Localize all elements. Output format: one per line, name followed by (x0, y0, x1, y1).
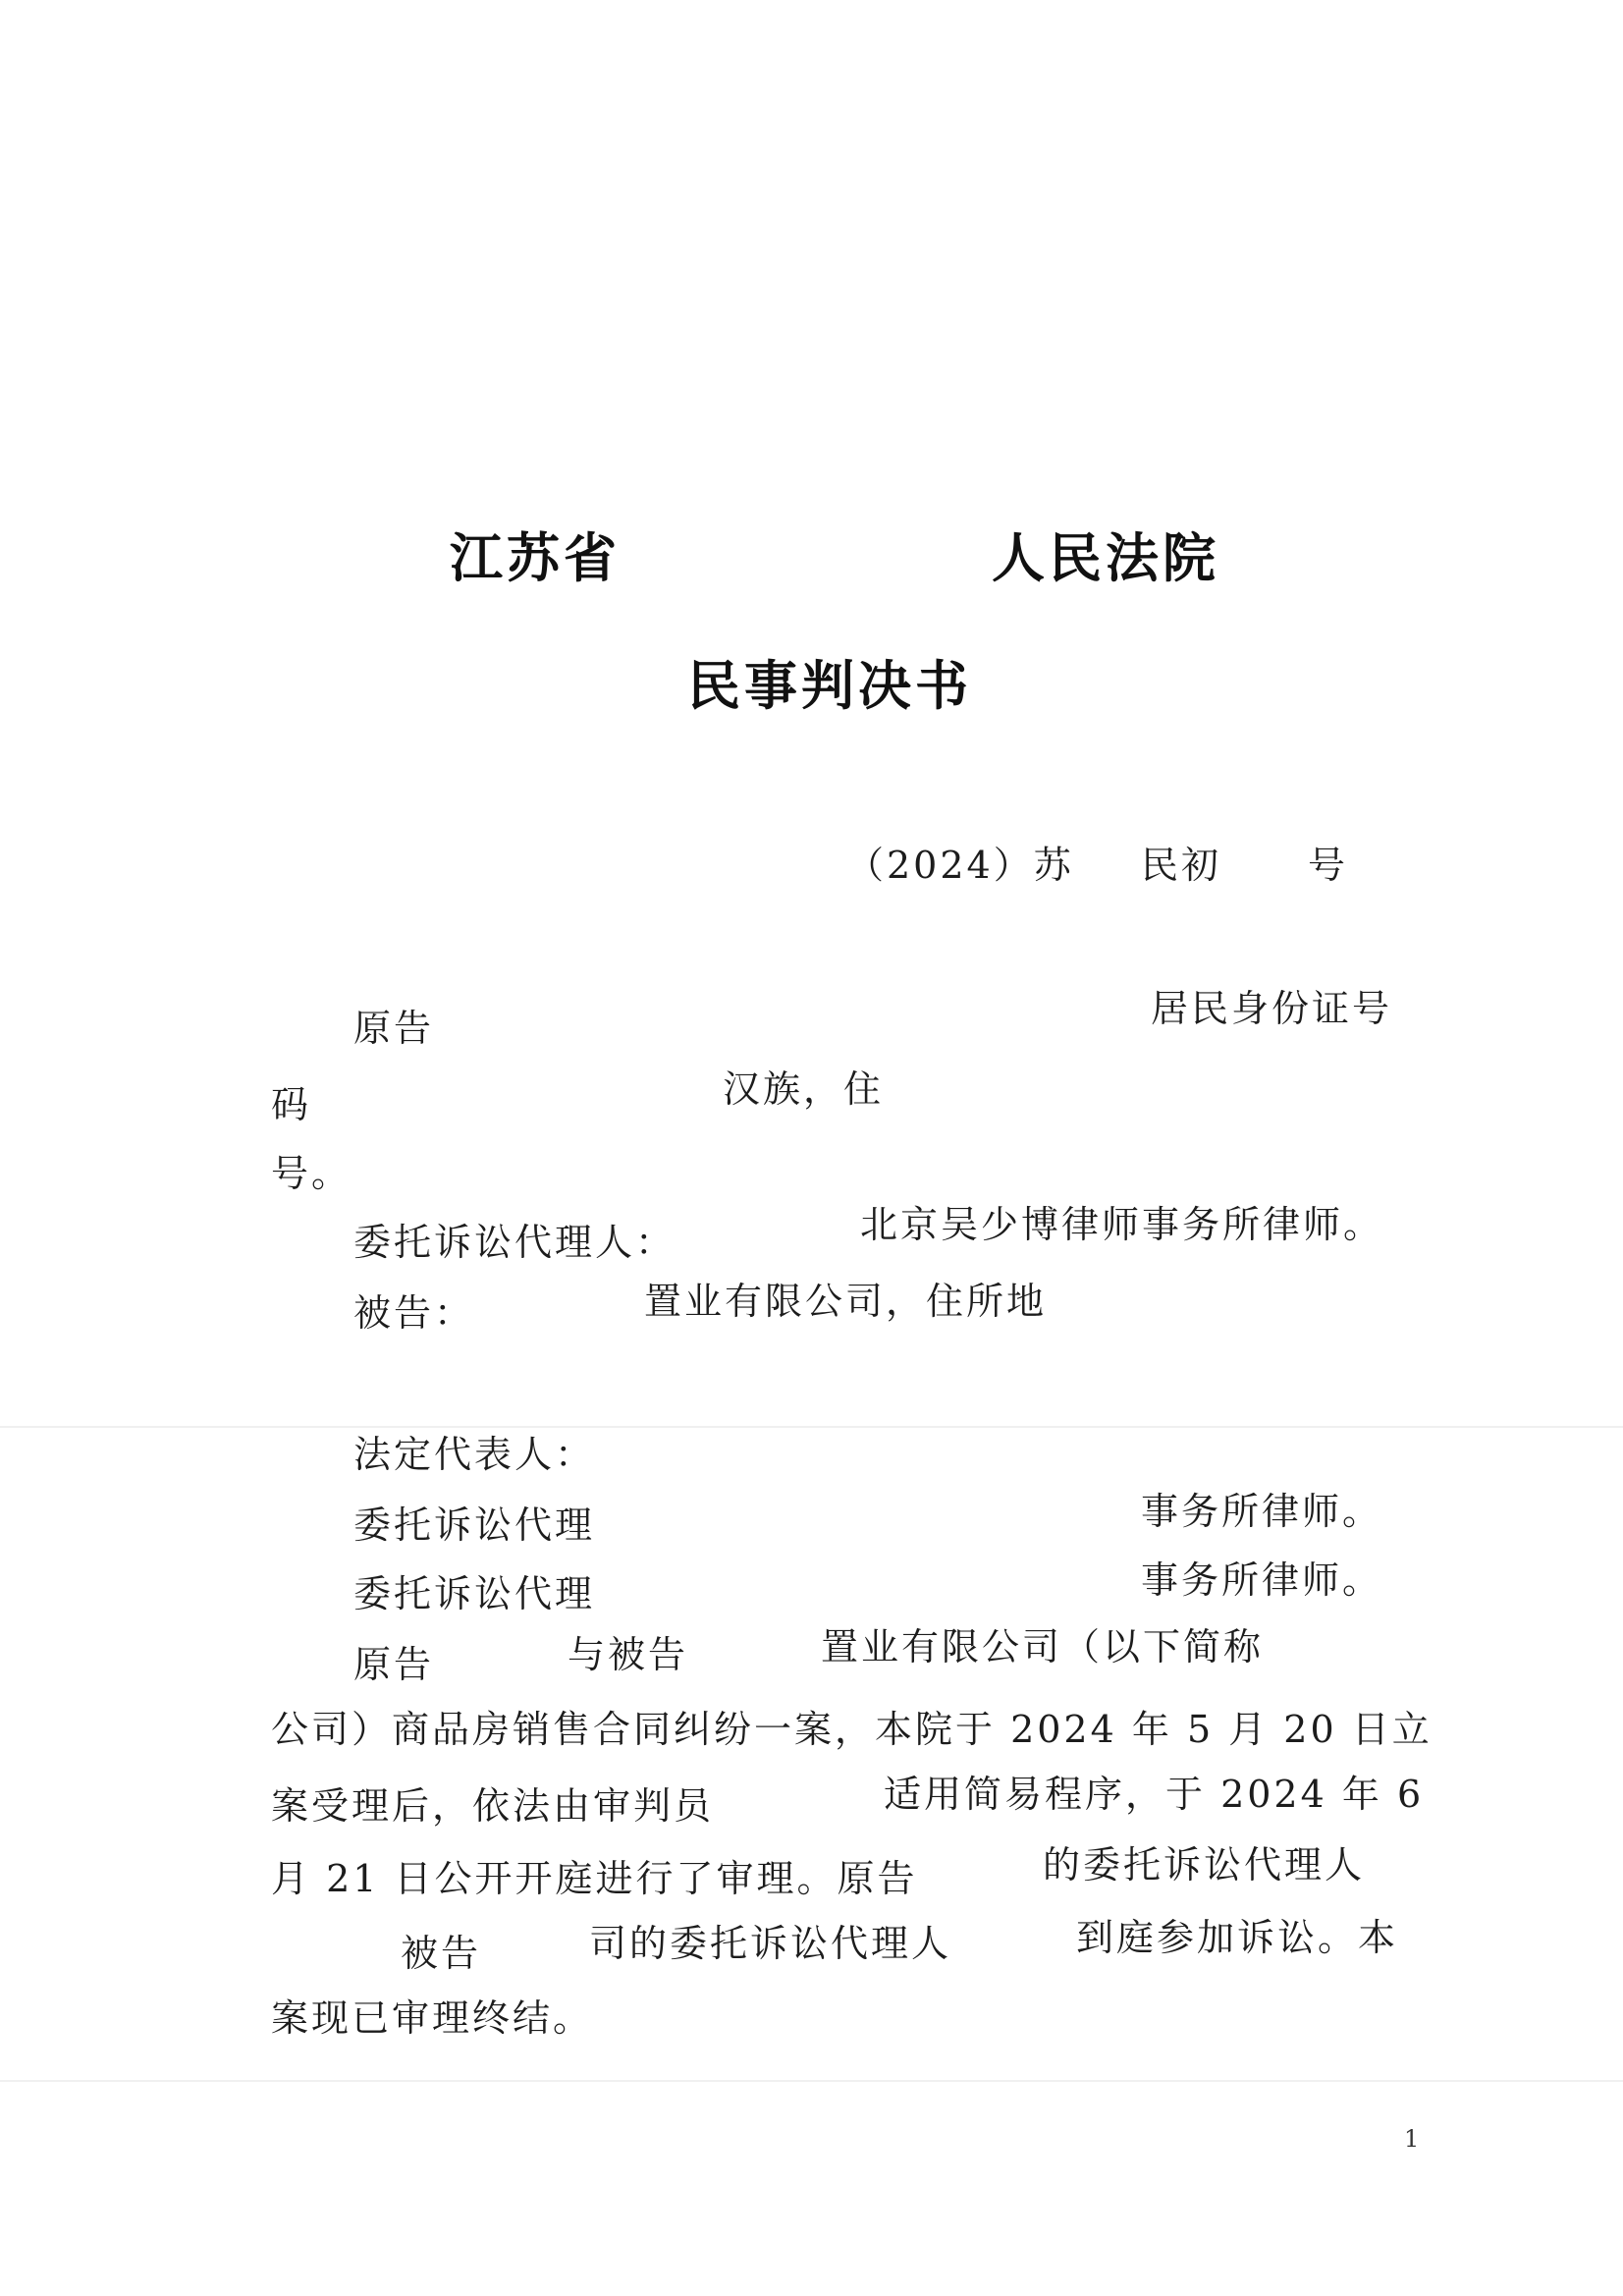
narrative-line3-a: 案受理后，依法由审判员 (271, 1784, 715, 1828)
narrative-line4-a: 月 21 日公开开庭进行了审理。原告 (271, 1857, 918, 1900)
narrative-line1-b: 与被告 (568, 1633, 689, 1676)
plaintiff-label: 原告 (353, 1007, 435, 1050)
defendant-label: 被告： (353, 1291, 475, 1335)
scan-seam (0, 1426, 1623, 1428)
narrative-line4-b: 的委托诉讼代理人 (1043, 1843, 1366, 1886)
narrative-line5-b: 司的委托诉讼代理人 (589, 1922, 952, 1965)
narrative-line5-c: 到庭参加诉讼。本 (1076, 1916, 1399, 1959)
plaintiff-address-end: 号。 (271, 1152, 352, 1195)
case-number-mid: 民初 (1141, 844, 1222, 887)
plaintiff-agent-firm: 北京吴少博律师事务所律师。 (860, 1203, 1384, 1246)
defendant-name-tail: 置业有限公司，住所地 (644, 1280, 1048, 1323)
narrative-line6: 案现已审理终结。 (271, 1996, 594, 2040)
plaintiff-agent-label: 委托诉讼代理人： (353, 1221, 676, 1264)
page-number: 1 (1404, 2125, 1420, 2153)
defendant-agent2-firm: 事务所律师。 (1141, 1558, 1383, 1602)
scan-seam-bottom (0, 2080, 1623, 2082)
document-type-title: 民事判决书 (687, 654, 972, 717)
plaintiff-ethnicity: 汉族，住 (723, 1067, 885, 1111)
court-title-left: 江苏省 (450, 526, 621, 589)
narrative-line1-c: 置业有限公司（以下简称 (821, 1625, 1265, 1668)
court-title-right: 人民法院 (992, 526, 1219, 589)
defendant-agent1-label: 委托诉讼代理 (353, 1503, 596, 1547)
case-number-year: （2024）苏 (846, 844, 1074, 887)
defendant-agent1-firm: 事务所律师。 (1141, 1490, 1383, 1533)
narrative-line3-b: 适用简易程序，于 2024 年 6 (884, 1773, 1425, 1816)
defendant-agent2-label: 委托诉讼代理 (353, 1572, 596, 1615)
narrative-line1-a: 原告 (353, 1643, 435, 1686)
narrative-line2: 公司）商品房销售合同纠纷一案，本院于 2024 年 5 月 20 日立 (271, 1708, 1433, 1751)
case-number-end: 号 (1308, 844, 1349, 887)
legal-representative-label: 法定代表人： (353, 1433, 596, 1476)
plaintiff-id-continued: 码 (271, 1083, 312, 1126)
plaintiff-id-label: 居民身份证号 (1151, 987, 1393, 1030)
narrative-line5-a: 被告 (401, 1932, 482, 1975)
